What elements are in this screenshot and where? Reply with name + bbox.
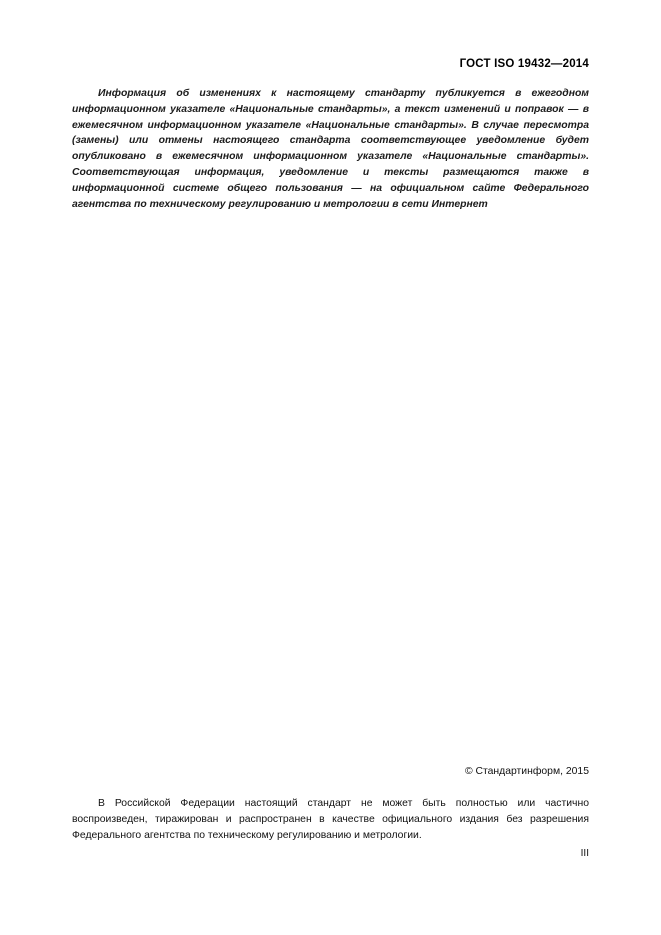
reproduction-restriction-text: В Российской Федерации настоящий стандарт не может быть полностью или частично воспроизведен, тиражирован и распространен в качестве официального издания без разрешения Федерального агентства по техническому регулированию и метрологии. [72, 798, 589, 841]
page-header-standard-code: ГОСТ ISO 19432—2014 [459, 58, 589, 70]
copyright-line: © Стандартинформ, 2015 [464, 766, 589, 777]
amendment-notice-paragraph [72, 86, 589, 213]
page-number: III [580, 848, 589, 859]
amendment-notice-text: Информация об изменениях к настоящему стандарту публикуется в ежегодном информационном указателе «Национальные стандарты», а текст изменений и поправок — в ежемесячном информационном указателе «Национальные стандарты». В случае пересмотра (замены) или отмены настоящего стандарта соответствующее уведомление будет опубликовано в ежемесячном информационном указателе «Национальные стандарты». Соответствующая информация, уведомление и тексты размещаются также в информационной системе общего пользования — на официальном сайте Федерального агентства по техническому регулированию и метрологии в сети Интернет [72, 88, 589, 210]
reproduction-restriction-note [72, 796, 589, 843]
